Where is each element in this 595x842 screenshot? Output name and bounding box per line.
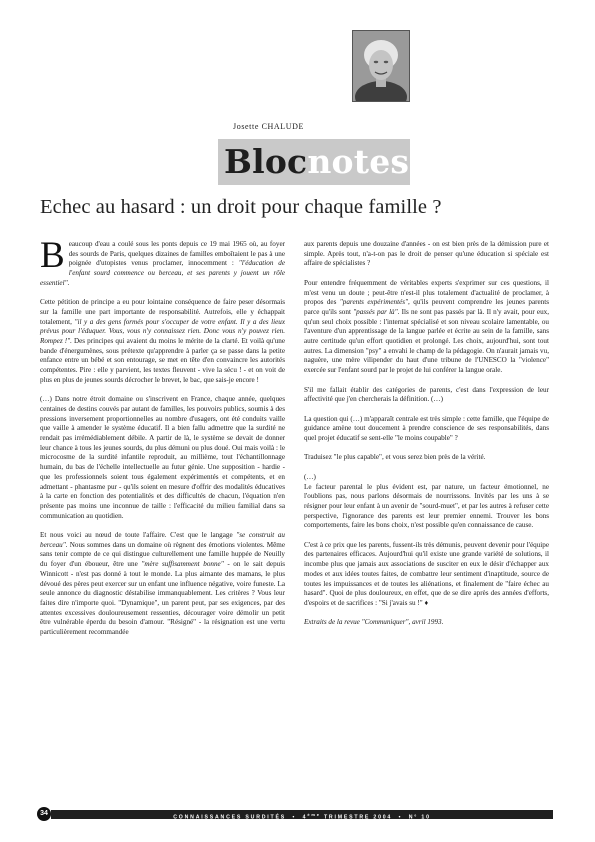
text-run: Cette pétition de principe a eu pour lointaine conséquence de faire peser désormais sur la famille une part importante de responsabilité. Autrefois, elle y échappait totalement, xyxy=(40,298,285,326)
quarter-number: 4 xyxy=(302,814,308,821)
source-citation: Extraits de la revue "Communiquer", avril 1993. xyxy=(304,618,444,627)
section-title-part2: notes xyxy=(307,142,410,181)
text-run: - on le sait depuis Winnicott - n'est pas donné à tout le monde. La plus aimante des mamans, le plus dévoué des pères peut exercer sur un enfant une influence négative, voire funeste. La seule annonce du diagnostic déstabilise immanquablement. Les critères ? Vous leur faites dire n'importe quoi. "Dynamique", un parent peut, par ses exigences, par des attentes excessives douloureusement ressenties, décourager voire démolir un petit être vulnérable éperdu du besoin d'amour. "Résigné" - la résignation est une vertu particulièrement recommandée xyxy=(40,560,285,637)
drop-cap: B xyxy=(40,235,65,276)
paragraph: (…) Dans notre étroit domaine ou s'inscrivent en France, chaque année, quelques centaines de destins couvés par autant de familles, les pouvoirs publics, soumis à des pressions inversement proportionnelles au nombre d'usagers, ont été conduits vaille que vaille à amender le système éducatif. Il a bien fallu admettre que la surdité ne rendait pas irrémédiablement débile. A partir de là, le système se devait de donner leur chance à tous les jeunes sourds, du plus démuni ou plus doué. Oui mais voilà : le microcosme de la surdité infantile reproduit, au millième, tout l'échantillonnage humain, du bas de l'échelle intellectuelle au futur génie. Une supposition - hardie - que les professionnels soient tous également expérimentés et compétents, et en admettant - phantasme pur - qu'ils soient en mesure d'offrir des modalités éducatives à la carte en fonction des potentialités et des difficultés de chacun, l'équation n'en présente pas moins une inconnue de taille : l'efficacité du milieu familial dans sa communication au quotidien. xyxy=(40,395,285,520)
author-first-name: Josette xyxy=(233,122,259,131)
quote-text: "mère suffisamment bonne" xyxy=(141,560,224,569)
text-run: eaucoup d'eau a coulé sous les ponts depuis ce 19 mai 1965 où, au foyer des sourds de Paris, quelques dizaines de familles emboîtaient le pas à une poignée d'utopistes venus proclamer, innocemment : xyxy=(68,240,285,268)
text-run: Pour entendre fréquemment de véritables experts s'exprimer sur ces questions, il m'est venu un doute ; peut-être n'est-il plus totalement d'actualité de proclamer, à propos des xyxy=(304,278,549,307)
footer-text xyxy=(51,810,553,819)
paragraph: C'est à ce prix que les parents, fussent-ils très démunis, peuvent devenir pour l'équipe des partenaires efficaces. Aujourd'hui qu'il existe une grande variété de solutions, il incombe plus que jamais aux associations de susciter en eux le désir d'échapper aux modes et aux idées toutes faites, de combattre leur sentiment d'inaptitude, source de toutes les impuissances et de toutes les aliénations, et finalement de "faire échec au hasard". Quoi de plus douloureux, en effet, que de se dire après des années d'efforts, d'espoirs et de sacrifices : "Si j'avais su !" ♦ xyxy=(304,540,549,607)
journal-name: CONNAISSANCES SURDITÉS xyxy=(173,814,287,821)
text-run: Des principes qui avaient du moins le mérite de la clarté. Et voilà qu'une bande d'énergumènes, sous prétexte qu'apprendre à parler ça se passe dans la petite enfance entre un bébé et son entourage, se met en tête d'en convaincre les autorités compétentes. Pire : elle y parvient, les textes fleuvent - vive la sécu ! - et on voit de plus en plus de jeunes sourds décrocher le brevet, le bac, que sais-je encore ! xyxy=(40,337,285,384)
paragraph xyxy=(304,279,549,376)
text-run: Nous sommes dans un domaine où règnent des émotions violentes. Même sans tenir compte de ce qui distingue culturellement une famille huppée de Neuilly du foyer d'un éboueur, être une xyxy=(40,540,285,569)
quarter-suffix: ème xyxy=(307,812,321,817)
paragraph: S'il me fallait établir des catégories de parents, c'est dans l'expression de leur affectivité que j'en chercherais la définition. (…) xyxy=(304,385,549,404)
page-number: 34 xyxy=(37,807,51,821)
portrait-photo-icon xyxy=(353,31,409,101)
section-title-part1: Bloc xyxy=(224,142,308,181)
quote-text: "il y a des gens formés pour s'occuper de votre enfant. Il y a des lieux prévus pour l'éduquer. Vous, vous n'y connaissez rien. Donc vous n'y pouvez rien. Rompez !". xyxy=(40,317,285,346)
text-run: . Ils ne sont pas passés par là. Il n'y avait, pour eux, qu'un seul choix possible : l'internat spécialisé et son niveau scolaire lamentable, ou l'aventure d'un apprentissage de la langue parlée et écrite au sein de la famille, sans autre certitude qu'un effort quotidien et prolongé. Les choix, aujourd'hui, sont tout autres. La dimension "psy" a envahi le champ de la pédagogie. On n'aurait jamais vu, naguère, une mère vilipender du haut d'une tribune de l'UNESCO la "violence" exercée sur l'enfant sourd par le projet de lui conférer la langue orale. xyxy=(304,307,549,375)
separator-dot: • xyxy=(292,814,297,821)
paragraph xyxy=(40,298,285,385)
quarter-text: TRIMESTRE 2004 xyxy=(323,814,393,821)
issue-number: N° 10 xyxy=(408,814,431,821)
paragraph: aux parents depuis une douzaine d'années - on est bien près de la démission pure et simple. Après tout, n'a-t-on pas le droit de penser qu'une éducation si spéciale est affaire de spécialistes ? xyxy=(304,240,549,268)
article-column-left xyxy=(40,235,285,647)
article-column-right xyxy=(304,240,549,638)
quote-text: "parents expérimentés" xyxy=(339,298,409,307)
paragraph: Traduisez "le plus capable", et vous serez bien près de la vérité. xyxy=(304,453,486,462)
quote-text: "passés par là" xyxy=(353,307,398,316)
paragraph xyxy=(40,531,285,638)
author-portrait-photo xyxy=(352,30,410,102)
paragraph xyxy=(40,235,285,289)
text-run: Et nous voici au nœud de toute l'affaire. C'est que le langage xyxy=(40,531,237,540)
text-run: , qu'ils peuvent comprendre les jeunes parents parce qu'ils sont xyxy=(304,298,550,316)
author-last-name: CHALUDE xyxy=(261,122,305,131)
quote-text: "se construit au berceau". xyxy=(40,531,285,549)
author-name xyxy=(233,122,343,131)
section-title xyxy=(224,139,409,185)
text-run: (…) xyxy=(304,472,316,481)
paragraph: La question qui (…) m'apparaît centrale est très simple : cette famille, que l'équipe de guidance amène tout doucement à prendre conscience de ses responsabilités, dans quel projet éducatif se sent-elle "le moins coupable" ? xyxy=(304,414,549,443)
text-run: Le facteur parental le plus évident est, par nature, un facteur émotionnel, ne l'oublions pas, nous parlons désormais de nourrissons. Invités par les uns à se résigner pour leur enfant à un avenir de "sourd-muet", et par les autres à refuser cette perspective, l'ignorance des parents est leur premier ennemi. Trouver les bons comportements, faire les bons choix, n'est possible qu'en connaissance de cause. xyxy=(304,482,549,530)
separator-dot: • xyxy=(398,814,403,821)
article-headline: Echec au hasard : un droit pour chaque famille ? xyxy=(40,196,442,218)
paragraph xyxy=(304,473,549,531)
quote-text: "l'éducation de l'enfant sourd commence ou berceau, et ses parents y jouent un rôle essentiel". xyxy=(40,259,285,287)
